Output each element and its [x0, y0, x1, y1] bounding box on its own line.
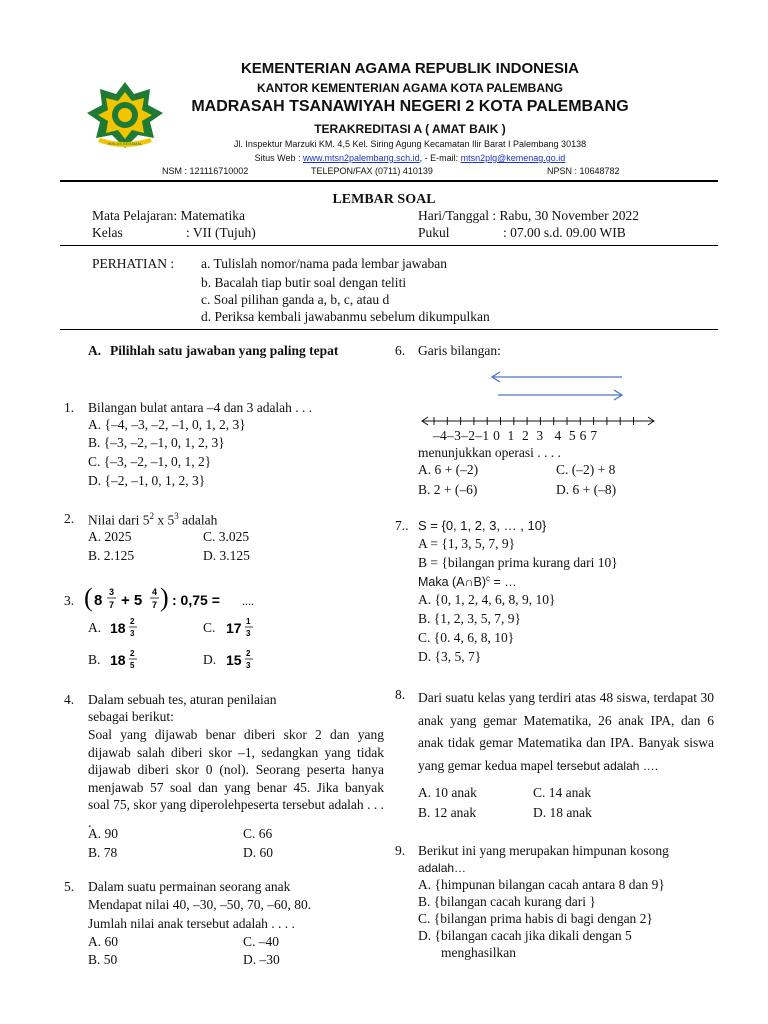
- attention-item: a. Tulislah nomor/nama pada lembar jawaban: [201, 256, 447, 271]
- school-address: Jl. Inspektur Marzuki KM. 4,5 Kel. Siring Agung Kecamatan Ilir Barat I Palembang 30138: [233, 139, 587, 149]
- q6-after-text: menunjukkan operasi . . . .: [418, 445, 561, 460]
- q5-line1: Dalam suatu permainan seorang anak: [88, 879, 291, 894]
- q3-option-a-label[interactable]: A.: [88, 620, 102, 635]
- q7-set-b: B = {bilangan prima kurang dari 10}: [418, 555, 618, 570]
- q3-expression: [84, 583, 264, 615]
- q5-option-d[interactable]: D. –30: [243, 952, 280, 967]
- school-name: MADRASAH TSANAWIYAH NEGERI 2 KOTA PALEMBANG: [191, 98, 629, 115]
- office-name: KANTOR KEMENTERIAN AGAMA KOTA PALEMBANG: [257, 81, 563, 95]
- q7-option-d[interactable]: D. {3, 5, 7}: [418, 649, 482, 664]
- q4-line2: sebagai berikut:: [88, 709, 174, 724]
- q9-number: 9.: [395, 843, 406, 858]
- svg-text:+ 5: + 5: [121, 592, 143, 609]
- phone: TELEPON/FAX (0711) 410139: [311, 166, 433, 176]
- q2-option-a[interactable]: A. 2025: [88, 529, 132, 544]
- q9-option-a[interactable]: A. {himpunan bilangan cacah antara 8 dan 9}: [418, 877, 665, 892]
- email-link[interactable]: mtsn2plg@kemenag.go.id: [460, 153, 566, 163]
- q5-line3: Jumlah nilai anak tersebut adalah . . . .: [88, 916, 295, 931]
- q7-number: 7..: [395, 518, 409, 533]
- q1-option-d[interactable]: D. {–2, –1, 0, 1, 2, 3}: [88, 473, 206, 488]
- q3-option-c[interactable]: [226, 613, 266, 641]
- svg-text:3: 3: [246, 661, 251, 670]
- svg-text:2: 2: [130, 649, 135, 658]
- q4-option-a[interactable]: A. 90: [88, 826, 118, 841]
- svg-text:7: 7: [152, 600, 158, 610]
- svg-text:3: 3: [109, 587, 115, 597]
- tick-label: –2: [461, 428, 476, 443]
- tick-label: 3: [536, 428, 544, 443]
- tick-label: 2: [521, 428, 530, 443]
- q3-option-d-label[interactable]: D.: [203, 652, 217, 667]
- q6-option-d[interactable]: D. 6 + (–8): [556, 482, 617, 497]
- q5-option-a[interactable]: A. 60: [88, 934, 118, 949]
- svg-text:7: 7: [109, 600, 115, 610]
- q5-option-c[interactable]: C. –40: [243, 934, 280, 949]
- svg-text:8: 8: [94, 592, 103, 609]
- q3-number: 3.: [64, 593, 75, 608]
- q2-option-b[interactable]: B. 2.125: [88, 548, 135, 563]
- q3-option-a[interactable]: [110, 613, 150, 641]
- q3-option-c-label[interactable]: C.: [203, 620, 216, 635]
- tick-label: –1: [475, 428, 490, 443]
- class-value: : VII (Tujuh): [186, 225, 256, 240]
- web-label: Situs Web :: [254, 153, 304, 163]
- q4-option-c[interactable]: C. 66: [243, 826, 273, 841]
- svg-text:2: 2: [246, 649, 251, 658]
- logo-caption: IKHLAS BERAMAL: [107, 141, 143, 146]
- q2-text: Nilai dari $5^2$ x $5^3$ adalah: [88, 511, 218, 528]
- q6-text: Garis bilangan:: [418, 343, 501, 358]
- tick-label: 0: [493, 428, 501, 443]
- q5-number: 5.: [64, 879, 75, 894]
- nsm: NSM : 121116710002: [162, 166, 249, 176]
- q8-number: 8.: [395, 687, 406, 702]
- q1-number: 1.: [64, 400, 75, 415]
- q6-number: 6.: [395, 343, 406, 358]
- npsn: NPSN : 10648782: [547, 166, 620, 176]
- q1-option-a[interactable]: A. {–4, –3, –2, –1, 0, 1, 2, 3}: [88, 417, 246, 432]
- q4-option-d[interactable]: D. 60: [243, 845, 273, 860]
- svg-text:: 0,75 =: : 0,75 =: [172, 592, 220, 608]
- svg-text:18: 18: [110, 652, 126, 668]
- q3-option-d[interactable]: [226, 645, 266, 673]
- section-letter: A.: [88, 343, 102, 358]
- svg-text:15: 15: [226, 652, 242, 668]
- q6-option-a[interactable]: A. 6 + (–2): [418, 462, 479, 477]
- q3-option-b-label[interactable]: B.: [88, 652, 101, 667]
- q8-option-b[interactable]: B. 12 anak: [418, 805, 477, 820]
- q2-option-d[interactable]: D. 3.125: [203, 548, 250, 563]
- svg-text:3: 3: [130, 629, 135, 638]
- attention-divider: [60, 329, 718, 330]
- q9-line1: Berikut ini yang merupakan himpunan kosong: [418, 843, 669, 858]
- exam-date: Hari/Tanggal : Rabu, 30 November 2022: [418, 208, 640, 223]
- svg-text:3: 3: [246, 629, 251, 638]
- q9-option-b[interactable]: B. {bilangan cacah kurang dari }: [418, 894, 596, 909]
- q9-option-c[interactable]: C. {bilangan prima habis di bagi dengan 2}: [418, 911, 653, 926]
- info-divider: [60, 245, 718, 246]
- q3-option-b[interactable]: [110, 645, 150, 673]
- svg-text:): ): [160, 583, 169, 612]
- svg-text:17: 17: [226, 620, 242, 636]
- tick-label: 4: [554, 428, 562, 443]
- q1-option-c[interactable]: C. {–3, –2, –1, 0, 1, 2}: [88, 454, 212, 469]
- q7-option-c[interactable]: C. {0. 4, 6, 8, 10}: [418, 630, 515, 645]
- q6-option-b[interactable]: B. 2 + (–6): [418, 482, 478, 497]
- q8-option-d[interactable]: D. 18 anak: [533, 805, 592, 820]
- q9-option-d-cont: menghasilkan: [441, 945, 516, 960]
- subject: Mata Pelajaran: Matematika: [92, 208, 245, 223]
- svg-text:1: 1: [246, 617, 251, 626]
- svg-text:5: 5: [130, 661, 135, 670]
- q8-option-c[interactable]: C. 14 anak: [533, 785, 592, 800]
- svg-text:2: 2: [130, 617, 135, 626]
- time-label: Pukul: [418, 225, 450, 240]
- q9-line2: adalah…: [418, 861, 467, 875]
- q1-text: Bilangan bulat antara –4 dan 3 adalah . . .: [88, 400, 313, 415]
- q8-body: Dari suatu kelas yang terdiri atas 48 siswa, terdapat 30 anak yang gemar Matematika, 26 anak IPA, dan 6 anak tidak gemar Matematika dan IPA. Banyak siswa yang gemar kedua mapel tersebut adalah ….: [418, 690, 714, 773]
- website-link[interactable]: www.mtsn2palembang.sch.id: [303, 153, 420, 163]
- svg-text:4: 4: [152, 587, 158, 597]
- q4-line1: Dalam sebuah tes, aturan penilaian: [88, 692, 277, 707]
- time-value: : 07.00 s.d. 09.00 WIB: [503, 225, 626, 240]
- attention-item: c. Soal pilihan ganda a, b, c, atau d: [201, 292, 390, 307]
- q6-option-c[interactable]: C. (–2) + 8: [556, 462, 616, 477]
- q7-option-a[interactable]: A. {0, 1, 2, 4, 6, 8, 9, 10}: [418, 592, 556, 607]
- q8-option-a[interactable]: A. 10 anak: [418, 785, 477, 800]
- tick-label: 5: [568, 428, 576, 443]
- class-label: Kelas: [92, 225, 123, 240]
- header-divider: [60, 180, 718, 182]
- sheet-title: LEMBAR SOAL: [332, 192, 436, 207]
- q1-option-b[interactable]: B. {–3, –2, –1, 0, 1, 2, 3}: [88, 435, 225, 450]
- number-line-labels: [433, 428, 597, 444]
- q4-option-b[interactable]: B. 78: [88, 845, 118, 860]
- tick-label: –3: [447, 428, 462, 443]
- q4-number: 4.: [64, 692, 75, 707]
- q7-question: Maka (A∩B)$^c$ = …: [418, 574, 517, 590]
- q2-option-c[interactable]: C. 3.025: [203, 529, 250, 544]
- q7-option-b[interactable]: B. {1, 2, 3, 5, 7, 9}: [418, 611, 521, 626]
- q9-option-d[interactable]: D. {bilangan cacah jika dikali dengan 5: [418, 928, 632, 943]
- q5-option-b[interactable]: B. 50: [88, 952, 118, 967]
- q4-body: Soal yang dijawab benar diberi skor 2 dan yang dijawab salah diberi skor –1, sedangkan yang tidak dijawab diberi skor 0 (nol). Seorang peserta hanya menjawab 57 soal dan yang benar 45. Jika banyak soal 75, skor yang diperolehpeserta tersebut adalah . . . .: [88, 727, 384, 830]
- q7-set-s: S = {0, 1, 2, 3, … , 10}: [418, 518, 547, 533]
- accreditation: TERAKREDITASI A ( AMAT BAIK ): [314, 122, 506, 136]
- tick-label: –4: [433, 428, 448, 443]
- tick-label: 1: [507, 428, 515, 443]
- q2-number: 2.: [64, 511, 75, 526]
- school-logo: [84, 80, 166, 150]
- contact-line: [180, 153, 640, 163]
- attention-item: d. Periksa kembali jawabanmu sebelum dikumpulkan: [201, 309, 490, 324]
- q7-set-a: A = {1, 3, 5, 7, 9}: [418, 536, 516, 551]
- attention-item: b. Bacalah tiap butir soal dengan teliti: [201, 275, 407, 290]
- svg-text:(: (: [84, 583, 93, 612]
- email-label: , - E-mail:: [419, 153, 461, 163]
- q5-line2: Mendapat nilai 40, –30, –50, 70, –60, 80.: [88, 897, 312, 912]
- ministry-name: KEMENTERIAN AGAMA REPUBLIK INDONESIA: [240, 60, 580, 77]
- attention-label: PERHATIAN :: [92, 256, 175, 271]
- section-instruction: Pilihlah satu jawaban yang paling tepat: [110, 343, 339, 358]
- tick-label: 6: [579, 428, 587, 443]
- svg-text:....: ....: [242, 594, 254, 608]
- tick-label: 7: [590, 428, 598, 443]
- svg-text:18: 18: [110, 620, 126, 636]
